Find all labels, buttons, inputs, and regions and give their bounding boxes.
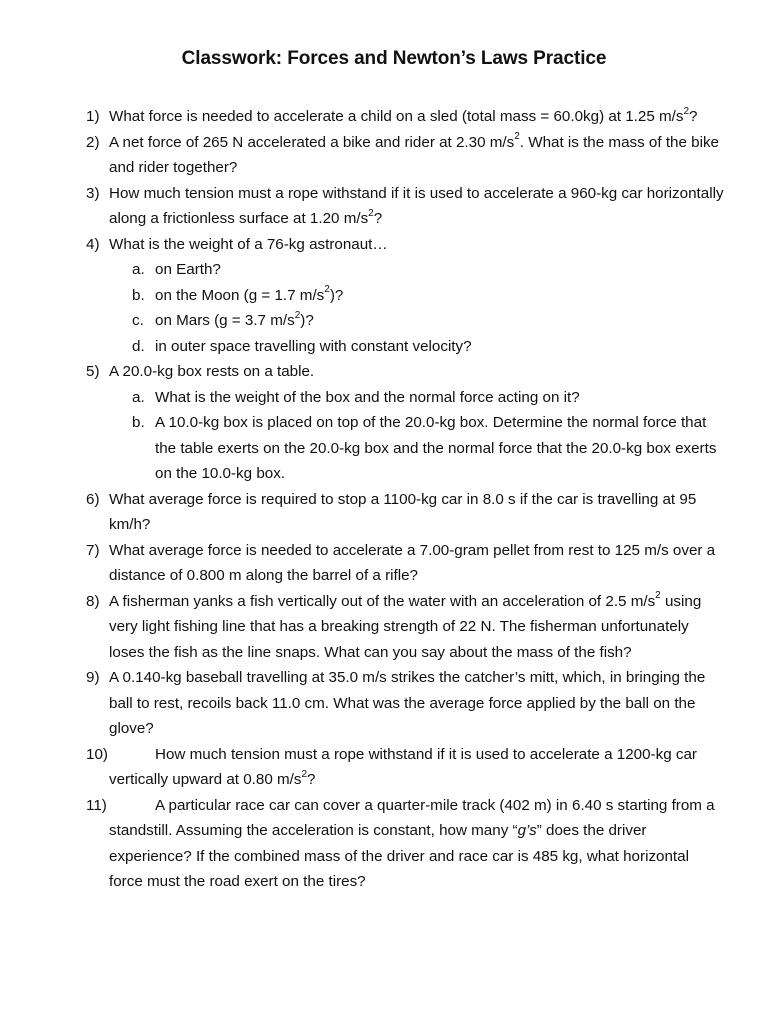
sub-text: on the Moon (g = 1.7 m/s [155,286,325,304]
question-number: 10) [86,745,108,763]
question-number: 9) [86,669,100,686]
question-5 [86,359,726,385]
question-number: 6) [86,490,100,508]
question-text: A net force of 265 N accelerated a bike and rider at 2.30 m/s [109,133,515,151]
sub-text: in outer space travelling with constant velocity? [155,337,472,355]
question-number: 2) [86,133,100,151]
question-number: 1) [86,108,100,125]
question-text-end: ? [307,771,316,788]
question-text: A 0.140-kg baseball travelling at 35.0 m/s strikes the catcher’s mitt, which, in bringing the ball to rest, recoils back 11.0 cm. What was the average force applied by the ball on the glove? [109,669,706,737]
superscript: 2 [514,131,520,143]
question-1 [86,104,726,130]
question-4d [86,334,726,360]
question-text-end: . What is the mass of the bike and rider together? [109,133,720,176]
emphasis-text: g’s [517,822,537,839]
question-4b [86,283,726,309]
superscript: 2 [368,207,374,219]
question-text: What is the weight of a 76-kg astronaut… [109,235,388,253]
question-4c [86,308,726,334]
question-text: What average force is required to stop a 1100-kg car in 8.0 s if the car is travelling at 95 km/h? [109,490,697,533]
question-11 [86,793,726,895]
question-8 [86,589,726,666]
sub-letter: b. [132,286,145,304]
question-5a [86,385,726,411]
superscript: 2 [655,590,661,602]
question-number: 3) [86,184,100,202]
question-6 [86,487,726,538]
sub-text-end: )? [300,312,314,329]
question-7 [86,538,726,589]
question-text: A particular race car can cover a quarter-mile track (402 m) in 6.40 s starting from a standstill. Assuming the acceleration is constant, how many “ [109,796,715,839]
question-4 [86,232,726,258]
question-number: 5) [86,363,100,380]
question-text: What force is needed to accelerate a child on a sled (total mass = 60.0kg) at 1.25 m/s [109,108,684,125]
question-list [86,104,726,895]
question-3 [86,181,726,232]
superscript: 2 [324,284,330,296]
question-text: How much tension must a rope withstand if it is used to accelerate a 960-kg car horizontally along a frictionless surface at 1.20 m/s [109,184,724,227]
sub-letter: c. [132,312,144,329]
sub-text: on Mars (g = 3.7 m/s [155,312,295,329]
page-title: Classwork: Forces and Newton’s Laws Practice [181,48,607,69]
question-text: A fisherman yanks a fish vertically out of the water with an acceleration of 2.5 m/s [109,592,656,610]
question-text-end: using very light fishing line that has a breaking strength of 22 N. The fisherman unfortunately loses the fish as the line snaps. What can you say about the mass of the fish? [109,592,702,661]
question-text-end: ? [689,108,698,125]
sub-text: on Earth? [155,261,221,278]
question-2 [86,130,726,181]
sub-letter: d. [132,337,145,355]
question-text: How much tension must a rope withstand if it is used to accelerate a 1200-kg car vertically upward at 0.80 m/s [109,745,697,788]
sub-letter: b. [132,414,145,431]
sub-letter: a. [132,388,145,406]
question-number: 7) [86,541,100,559]
question-text-end: ” does the driver experience? If the combined mass of the driver and race car is 485 kg, what horizontal force must the road exert on the tires? [109,822,689,890]
question-text: A 20.0-kg box rests on a table. [109,363,315,380]
question-number: 11) [86,796,107,814]
question-5b [86,410,726,487]
sub-text-end: )? [329,286,344,304]
question-4a [86,257,726,283]
question-9 [86,665,726,742]
question-text-end: ? [373,210,383,227]
superscript: 2 [683,105,690,117]
superscript: 2 [294,309,301,321]
sub-text: What is the weight of the box and the normal force acting on it? [155,388,580,406]
question-10 [86,742,726,793]
question-text: What average force is needed to accelerate a 7.00-gram pellet from rest to 125 m/s over a distance of 0.800 m along the barrel of a rifle? [109,541,716,584]
sub-letter: a. [132,261,145,278]
superscript: 2 [301,768,308,780]
sub-text: A 10.0-kg box is placed on top of the 20.0-kg box. Determine the normal force that the table exerts on the 20.0-kg box and the normal force that the 20.0-kg box exerts on the 10.0-kg box. [155,414,717,482]
question-number: 8) [86,592,100,610]
question-number: 4) [86,235,100,253]
